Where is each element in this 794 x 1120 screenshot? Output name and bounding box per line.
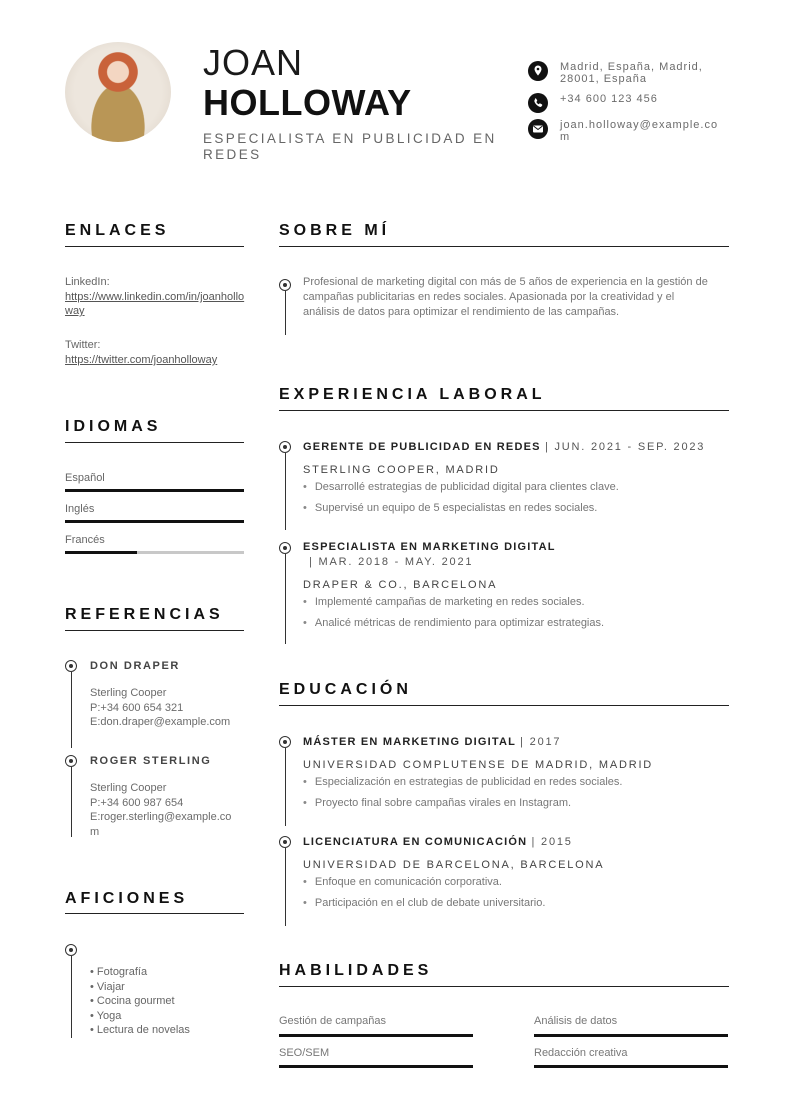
- email-icon: [528, 119, 548, 139]
- job-dates-line: [309, 556, 473, 568]
- job-title: GERENTE DE PUBLICIDAD EN REDES | JUN. 2021 - SEP. 2023: [303, 441, 706, 453]
- timeline-dot: [65, 944, 77, 956]
- education-title: LICENCIATURA EN COMUNICACIÓN | 2015: [303, 836, 573, 848]
- skill-name: Análisis de datos: [534, 1015, 618, 1027]
- first-name: JOAN: [203, 42, 304, 83]
- job-dates: | MAR. 2018 - MAY. 2021: [309, 556, 474, 568]
- timeline-line: [285, 748, 286, 826]
- timeline-line: [71, 956, 72, 1038]
- references-heading: REFERENCIAS: [65, 606, 224, 623]
- job-role: ESPECIALISTA EN PUBLICIDAD EN REDES: [203, 131, 497, 162]
- skills-divider: [279, 986, 729, 987]
- last-name: HOLLOWAY: [203, 82, 412, 123]
- languages-divider: [65, 442, 244, 443]
- language-bar-fill: [65, 489, 244, 492]
- skill-name: SEO/SEM: [279, 1047, 330, 1059]
- skills-heading: HABILIDADES: [279, 962, 433, 979]
- phone-text: +34 600 123 456: [560, 93, 658, 105]
- skill-bar: [534, 1065, 728, 1068]
- linkedin-link[interactable]: https://www.linkedin.com/in/joanholloway: [65, 291, 245, 317]
- language-bar-fill: [65, 551, 137, 554]
- hobbies-divider: [65, 913, 244, 914]
- skill-bar: [279, 1065, 473, 1068]
- reference-company: Sterling Cooper: [90, 687, 167, 699]
- timeline-line: [71, 672, 72, 748]
- language-name: Inglés: [65, 503, 95, 515]
- education-school: UNIVERSIDAD DE BARCELONA, BARCELONA: [303, 859, 605, 871]
- timeline-dot: [65, 755, 77, 767]
- education-divider: [279, 705, 729, 706]
- hobby-item: • Viajar: [90, 980, 125, 993]
- references-divider: [65, 630, 244, 631]
- languages-heading: IDIOMAS: [65, 418, 162, 435]
- reference-name: DON DRAPER: [90, 660, 180, 672]
- timeline-dot: [65, 660, 77, 672]
- reference-email: E:roger.sterling@example.com: [90, 811, 232, 838]
- timeline-dot: [279, 736, 291, 748]
- job-dates: | JUN. 2021 - SEP. 2023: [544, 441, 706, 453]
- timeline-dot: [279, 441, 291, 453]
- timeline-line: [285, 453, 286, 530]
- education-school: UNIVERSIDAD COMPLUTENSE DE MADRID, MADRID: [303, 759, 654, 771]
- education-dates: | 2015: [531, 836, 573, 848]
- language-name: Español: [65, 472, 105, 484]
- education-bullet: • Participación en el club de debate universitario.: [303, 897, 545, 909]
- profile-photo: [65, 42, 171, 142]
- skill-bar: [534, 1034, 728, 1037]
- experience-heading: EXPERIENCIA LABORAL: [279, 386, 546, 403]
- hobbies-heading: AFICIONES: [65, 890, 189, 907]
- language-name: Francés: [65, 534, 105, 546]
- hobbies-list: [90, 965, 190, 1038]
- linkedin-label: LinkedIn:: [65, 276, 110, 288]
- timeline-line: [285, 848, 286, 926]
- twitter-label: Twitter:: [65, 339, 101, 351]
- education-title: MÁSTER EN MARKETING DIGITAL | 2017: [303, 736, 562, 748]
- education-bullet: • Enfoque en comunicación corporativa.: [303, 876, 502, 888]
- location-pin-icon: [528, 61, 548, 81]
- timeline-line: [285, 291, 286, 335]
- job-bullet: • Implementé campañas de marketing en redes sociales.: [303, 596, 585, 608]
- hobby-item: • Lectura de novelas: [90, 1024, 190, 1036]
- reference-phone: P:+34 600 654 321: [90, 702, 184, 714]
- hobby-item: • Yoga: [90, 1009, 122, 1022]
- links-heading: ENLACES: [65, 222, 170, 239]
- education-heading: EDUCACIÓN: [279, 681, 412, 698]
- education-bullet: • Especialización en estrategias de publicidad en redes sociales.: [303, 776, 622, 788]
- links-divider: [65, 246, 244, 247]
- job-company: DRAPER & CO., BARCELONA: [303, 579, 498, 591]
- skill-bar: [279, 1034, 473, 1037]
- job-company: STERLING COOPER, MADRID: [303, 464, 500, 476]
- about-heading: SOBRE MÍ: [279, 222, 391, 239]
- job-bullet: • Analicé métricas de rendimiento para optimizar estrategias.: [303, 617, 604, 629]
- education-bullet: • Proyecto final sobre campañas virales en Instagram.: [303, 797, 571, 809]
- skill-name: Gestión de campañas: [279, 1015, 387, 1027]
- experience-divider: [279, 410, 729, 411]
- job-bullet: • Supervisé un equipo de 5 especialistas en redes sociales.: [303, 502, 597, 514]
- job-bullet: • Desarrollé estrategias de publicidad digital para clientes clave.: [303, 481, 619, 493]
- job-title: ESPECIALISTA EN MARKETING DIGITAL: [303, 541, 556, 553]
- timeline-dot: [279, 279, 291, 291]
- reference-phone: P:+34 600 987 654: [90, 797, 184, 809]
- education-dates: | 2017: [520, 736, 562, 748]
- address-text: Madrid, España, Madrid, 28001, España: [560, 61, 703, 85]
- timeline-dot: [279, 836, 291, 848]
- reference-name: ROGER STERLING: [90, 755, 212, 767]
- timeline-line: [285, 554, 286, 644]
- twitter-link[interactable]: https://twitter.com/joanholloway: [65, 354, 218, 366]
- skill-name: Redacción creativa: [534, 1047, 628, 1059]
- about-text: Profesional de marketing digital con más de 5 años de experiencia en la gestión de campañas publicitarias en redes sociales. Apasionada por la creatividad y el análisis de datos para optimizar el rendimiento de las campañas.: [303, 276, 708, 318]
- hobby-item: • Cocina gourmet: [90, 995, 175, 1007]
- language-bar-fill: [65, 520, 244, 523]
- timeline-line: [71, 767, 72, 837]
- about-divider: [279, 246, 729, 247]
- email-text[interactable]: joan.holloway@example.com: [560, 119, 719, 143]
- phone-icon: [528, 93, 548, 113]
- reference-company: Sterling Cooper: [90, 782, 167, 794]
- timeline-dot: [279, 542, 291, 554]
- reference-email: E:don.draper@example.com: [90, 716, 231, 728]
- hobby-item: • Fotografía: [90, 966, 148, 978]
